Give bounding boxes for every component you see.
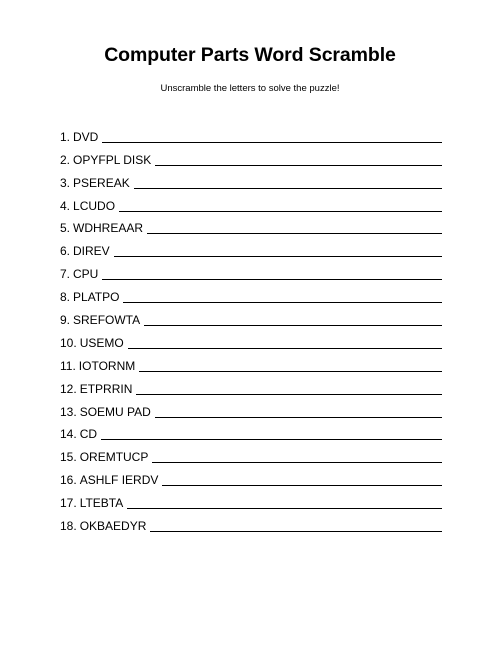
answer-line[interactable] (101, 439, 442, 440)
item-number: 17. (60, 496, 77, 511)
scrambled-word: USEMO (79, 335, 124, 350)
scrambled-word: OKBAEDYR (79, 519, 147, 534)
answer-line[interactable] (155, 165, 442, 166)
page-subtitle: Unscramble the letters to solve the puzzle! (160, 83, 340, 94)
scrambled-word: CD (79, 427, 98, 442)
answer-line[interactable] (127, 508, 442, 509)
answer-line[interactable] (155, 417, 442, 418)
answer-line[interactable] (114, 256, 442, 257)
puzzle-item (60, 258, 442, 281)
puzzle-item (60, 190, 442, 213)
item-number: 14. (60, 427, 77, 442)
answer-line[interactable] (102, 279, 442, 280)
item-number: 12. (60, 381, 77, 396)
scrambled-word: OPYFPL DISK (73, 152, 152, 167)
item-number: 13. (60, 404, 77, 419)
scrambled-word: ETPRRIN (79, 381, 133, 396)
item-number: 2. (60, 152, 71, 167)
answer-line[interactable] (119, 211, 442, 212)
puzzle-item (60, 281, 442, 304)
item-number: 11. (60, 358, 76, 373)
scrambled-word: PSEREAK (73, 175, 130, 190)
puzzle-item (60, 121, 442, 144)
puzzle-item (60, 419, 442, 442)
item-number: 16. (60, 473, 77, 488)
answer-line[interactable] (150, 531, 442, 532)
scrambled-word: OREMTUCP (79, 450, 149, 465)
item-number: 5. (60, 221, 71, 236)
scrambled-word: LCUDO (73, 198, 116, 213)
item-number: 8. (60, 290, 71, 305)
item-number: 1. (60, 129, 71, 144)
scrambled-word: LTEBTA (79, 496, 124, 511)
answer-line[interactable] (147, 233, 442, 234)
puzzle-item (60, 327, 442, 350)
puzzle-item (60, 487, 442, 510)
scrambled-word: PLATPO (73, 290, 120, 305)
answer-line[interactable] (139, 371, 442, 372)
answer-line[interactable] (128, 348, 442, 349)
puzzle-item (60, 213, 442, 236)
item-number: 18. (60, 519, 77, 534)
puzzle-item (60, 373, 442, 396)
scrambled-word: ASHLF IERDV (79, 473, 159, 488)
answer-line[interactable] (136, 394, 442, 395)
puzzle-item (60, 464, 442, 487)
item-number: 4. (60, 198, 71, 213)
item-number: 7. (60, 267, 71, 282)
page-title: Computer Parts Word Scramble (104, 44, 396, 66)
puzzle-list (60, 121, 442, 533)
puzzle-item (60, 235, 442, 258)
puzzle-item (60, 144, 442, 167)
puzzle-item (60, 350, 442, 373)
answer-line[interactable] (134, 188, 442, 189)
answer-line[interactable] (152, 462, 442, 463)
puzzle-item (60, 396, 442, 419)
item-number: 9. (60, 313, 71, 328)
answer-line[interactable] (162, 485, 442, 486)
puzzle-item (60, 304, 442, 327)
puzzle-item (60, 510, 442, 533)
scrambled-word: DVD (73, 129, 99, 144)
answer-line[interactable] (102, 142, 442, 143)
item-number: 3. (60, 175, 71, 190)
item-number: 6. (60, 244, 71, 259)
scrambled-word: WDHREAAR (73, 221, 144, 236)
scrambled-word: SOEMU PAD (79, 404, 151, 419)
scrambled-word: DIREV (73, 244, 110, 259)
answer-line[interactable] (123, 302, 442, 303)
scrambled-word: CPU (73, 267, 99, 282)
scrambled-word: SREFOWTA (73, 313, 141, 328)
puzzle-item (60, 167, 442, 190)
answer-line[interactable] (144, 325, 442, 326)
item-number: 10. (60, 335, 77, 350)
puzzle-item (60, 441, 442, 464)
item-number: 15. (60, 450, 77, 465)
scrambled-word: IOTORNM (78, 358, 136, 373)
